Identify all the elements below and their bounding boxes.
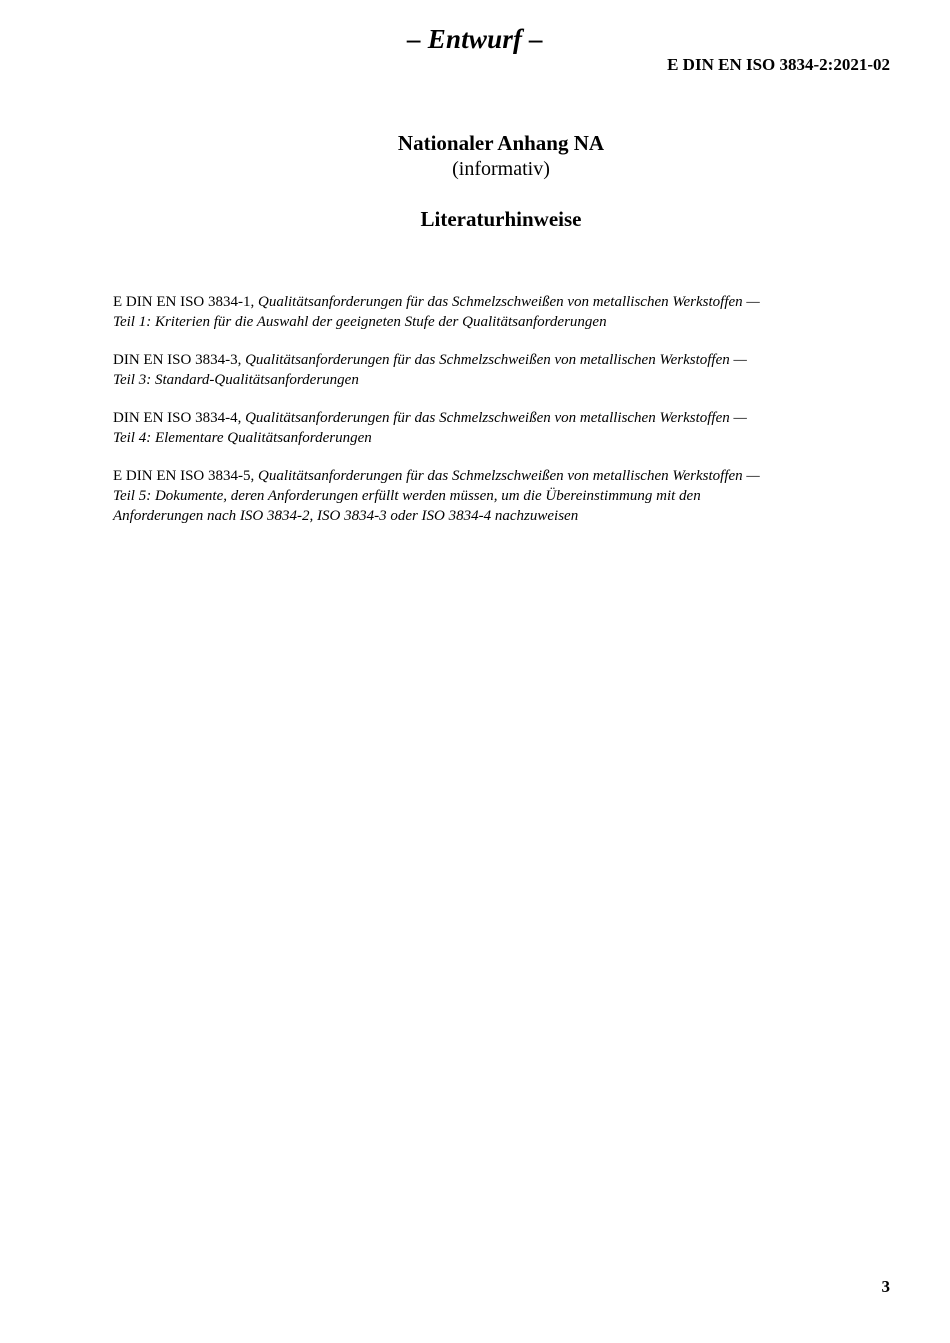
- reference-title: Teil 1: Kriterien für die Auswahl der geeigneten Stufe der Qualitätsanforderungen: [113, 314, 607, 330]
- reference-list: [113, 292, 873, 544]
- reference-item: [113, 466, 873, 526]
- draft-mark: – Entwurf –: [407, 24, 543, 54]
- reference-designation: DIN EN ISO 3834-4,: [113, 410, 242, 426]
- reference-title: Teil 5: Dokumente, deren Anforderungen erfüllt werden müssen, um die Übereinstimmung mit den: [113, 488, 701, 504]
- reference-title: Teil 3: Standard-Qualitätsanforderungen: [113, 372, 359, 388]
- reference-designation: DIN EN ISO 3834-3,: [113, 352, 242, 368]
- page-number: 3: [881, 1277, 890, 1296]
- reference-item: [113, 408, 873, 448]
- reference-title: Qualitätsanforderungen für das Schmelzschweißen von metallischen Werkstoffen —: [257, 294, 760, 310]
- bibliography-heading: Literaturhinweise: [420, 207, 582, 231]
- document-id: E DIN EN ISO 3834-2:2021-02: [667, 55, 890, 74]
- reference-title: Qualitätsanforderungen für das Schmelzschweißen von metallischen Werkstoffen —: [245, 352, 747, 368]
- reference-item: [113, 292, 873, 332]
- annex-subtitle: (informativ): [452, 158, 550, 180]
- reference-title: Anforderungen nach ISO 3834-2, ISO 3834-3 oder ISO 3834-4 nachzuweisen: [113, 508, 579, 524]
- reference-title: Qualitätsanforderungen für das Schmelzschweißen von metallischen Werkstoffen —: [257, 468, 760, 484]
- reference-designation: E DIN EN ISO 3834-5,: [113, 468, 255, 484]
- reference-title: Teil 4: Elementare Qualitätsanforderungen: [113, 430, 372, 446]
- annex-title: Nationaler Anhang NA: [397, 131, 605, 155]
- reference-title: Qualitätsanforderungen für das Schmelzschweißen von metallischen Werkstoffen —: [245, 410, 747, 426]
- reference-designation: E DIN EN ISO 3834-1,: [113, 294, 255, 310]
- reference-item: [113, 350, 873, 390]
